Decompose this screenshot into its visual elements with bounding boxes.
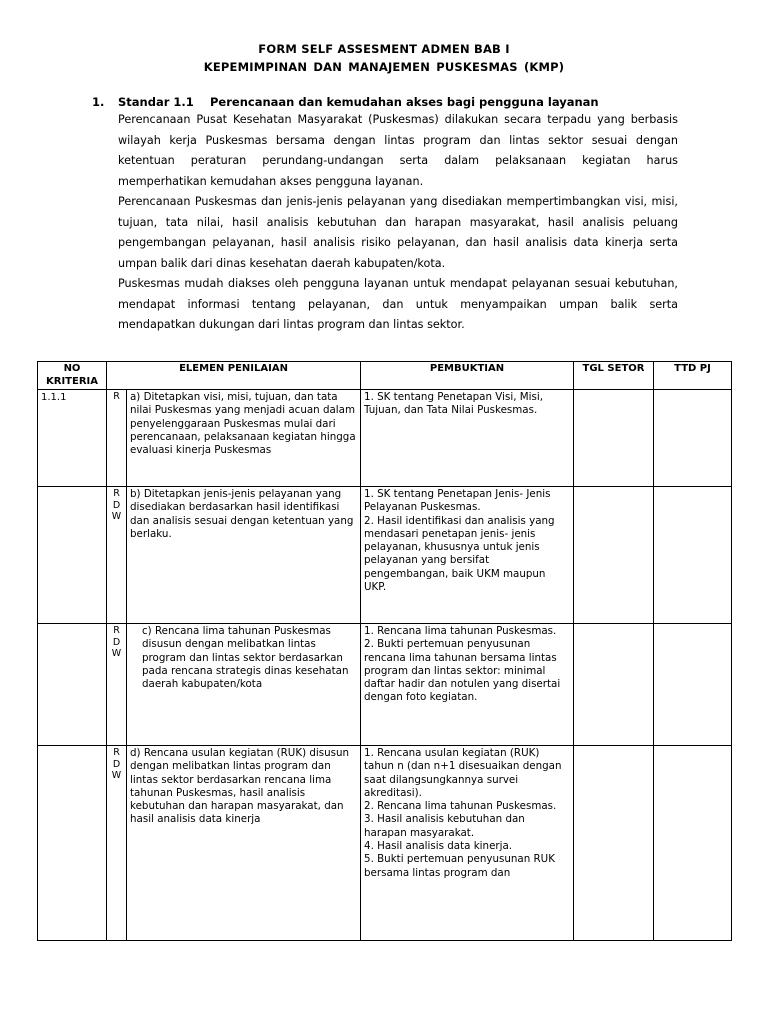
standard-label: Standar 1.1 xyxy=(118,95,194,109)
rdw-letter: R xyxy=(113,488,120,499)
rdw-cell xyxy=(107,390,127,487)
elemen-cell xyxy=(127,746,361,941)
no-kriteria-cell xyxy=(38,746,107,941)
table-row xyxy=(38,390,732,487)
pembuktian-cell xyxy=(361,746,574,941)
standard-paragraph: Perencanaan Puskesmas dan jenis-jenis pelayanan yang disediakan mempertimbangkan visi, misi, tujuan, tata nilai, hasil analisis kebutuhan dan harapan masyarakat, hasil analisis peluang pengembangan pelayanan, hasil analisis risiko pelayanan, dan hasil analisis data kinerja serta umpan balik dari dinas kesehatan daerah kabupaten/kota. xyxy=(118,195,678,270)
pembuktian-item: 2. Rencana lima tahunan Puskesmas. xyxy=(364,800,557,813)
rdw-letter: D xyxy=(112,758,121,770)
tgl-setor-cell[interactable] xyxy=(574,624,654,746)
elemen-cell xyxy=(127,487,361,624)
header-no-kriteria: NO KRITERIA xyxy=(38,362,107,390)
no-kriteria-cell xyxy=(38,487,107,624)
rdw-letter: W xyxy=(111,511,122,522)
pembuktian-item: 5. Bukti pertemuan penyusunan RUK bersama lintas program dan xyxy=(364,853,555,879)
rdw-letter: W xyxy=(111,648,122,659)
table-row xyxy=(38,624,732,746)
pembuktian-item: 1. SK tentang Penetapan Jenis- Jenis Pelayanan Puskesmas. xyxy=(364,488,551,514)
rdw-cell xyxy=(107,624,127,746)
tgl-setor-cell[interactable] xyxy=(574,390,654,487)
elemen-text: a) Ditetapkan visi, misi, tujuan, dan tata nilai Puskesmas yang menjadi acuan dalam penyelenggaraan Puskesmas mulai dari perencanaan, pelaksanaan kegiatan hingga evaluasi kinerja Puskesmas xyxy=(130,391,356,457)
pembuktian-item: 1. Rencana lima tahunan Puskesmas. xyxy=(364,625,557,637)
header-ttd-pj: TTD PJ xyxy=(654,362,732,390)
table-row xyxy=(38,487,732,624)
standard-paragraph: Perencanaan Pusat Kesehatan Masyarakat (Puskesmas) dilakukan secara terpadu yang berbasis wilayah kerja Puskesmas bersama dengan lintas program dan lintas sektor sesuai dengan ketentuan peraturan perundang-undangan serta dalam pelaksanaan kegiatan harus memperhatikan kemudahan akses pengguna layanan. xyxy=(118,113,678,188)
pembuktian-item: 3. Hasil analisis kebutuhan dan harapan masyarakat. xyxy=(364,813,525,839)
elemen-text: c) Rencana lima tahunan Puskesmas disusun dengan melibatkan lintas program dan lintas sektor berdasarkan pada rencana strategis dinas kesehatan daerah kabupaten/kota xyxy=(142,625,349,691)
tgl-setor-cell[interactable] xyxy=(574,487,654,624)
criteria-table xyxy=(37,361,732,941)
pembuktian-item: 2. Hasil identifikasi dan analisis yang mendasari penetapan jenis- jenis pelayanan, khususnya untuk jenis pelayanan yang bersifat pengembangan, baik UKM maupun UKP. xyxy=(364,514,555,594)
elemen-cell xyxy=(127,390,361,487)
rdw-letter: R xyxy=(113,625,120,636)
ttd-pj-cell[interactable] xyxy=(654,487,732,624)
table-row xyxy=(38,746,732,941)
pembuktian-item: 2. Bukti pertemuan penyusunan rencana lima tahunan bersama lintas program dan lintas sektor: minimal daftar hadir dan notulen yang disertai dengan foto kegiatan. xyxy=(364,638,561,704)
ttd-pj-cell[interactable] xyxy=(654,390,732,487)
table-header-row xyxy=(38,362,732,390)
elemen-text: d) Rencana usulan kegiatan (RUK) disusun dengan melibatkan lintas program dan lintas sektor berdasarkan rencana lima tahunan Puskesmas, hasil analisis kebutuhan dan harapan masyarakat, dan hasil analisis data kinerja xyxy=(130,747,350,826)
document-title: FORM SELF ASSESMENT ADMEN BAB I xyxy=(258,42,510,56)
elemen-cell xyxy=(127,624,361,746)
pembuktian-cell xyxy=(361,487,574,624)
rdw-cell xyxy=(107,746,127,941)
pembuktian-item: 4. Hasil analisis data kinerja. xyxy=(364,840,513,853)
elemen-text: b) Ditetapkan jenis-jenis pelayanan yang disediakan berdasarkan hasil identifikasi dan analisis sesuai dengan ketentuan yang berlaku. xyxy=(130,488,354,540)
pembuktian-cell xyxy=(361,390,574,487)
pembuktian-cell xyxy=(361,624,574,746)
rdw-letter: R xyxy=(113,747,120,758)
pembuktian-item: 1. SK tentang Penetapan Visi, Misi, Tujuan, dan Tata Nilai Puskesmas. xyxy=(364,391,543,417)
no-kriteria-cell: 1.1.1 xyxy=(38,390,107,487)
rdw-letter: R xyxy=(113,391,120,402)
rdw-letter: W xyxy=(111,770,122,781)
ttd-pj-cell[interactable] xyxy=(654,624,732,746)
rdw-letter: D xyxy=(112,636,121,648)
header-tgl-setor: TGL SETOR xyxy=(574,362,654,390)
header-elemen-penilaian: ELEMEN PENILAIAN xyxy=(107,362,361,390)
standard-number: 1. xyxy=(92,95,105,109)
standard-paragraph: Puskesmas mudah diakses oleh pengguna layanan untuk mendapat pelayanan sesuai kebutuhan, mendapat informasi tentang pelayanan, dan untuk menyampaikan umpan balik serta mendapatkan dukungan dari lintas program dan lintas sektor. xyxy=(118,277,678,331)
header-pembuktian: PEMBUKTIAN xyxy=(361,362,574,390)
tgl-setor-cell[interactable] xyxy=(574,746,654,941)
rdw-letter: D xyxy=(112,499,121,511)
pembuktian-item: 1. Rencana usulan kegiatan (RUK) tahun n (dan n+1 disesuaikan dengan saat dilangsungkannya survei akreditasi). xyxy=(364,747,562,799)
no-kriteria-cell xyxy=(38,624,107,746)
ttd-pj-cell[interactable] xyxy=(654,746,732,941)
rdw-cell xyxy=(107,487,127,624)
document-subtitle: KEPEMIMPINAN DAN MANAJEMEN PUSKESMAS (KMP) xyxy=(203,60,565,74)
standard-description: Perencanaan dan kemudahan akses bagi pengguna layanan xyxy=(210,95,599,109)
